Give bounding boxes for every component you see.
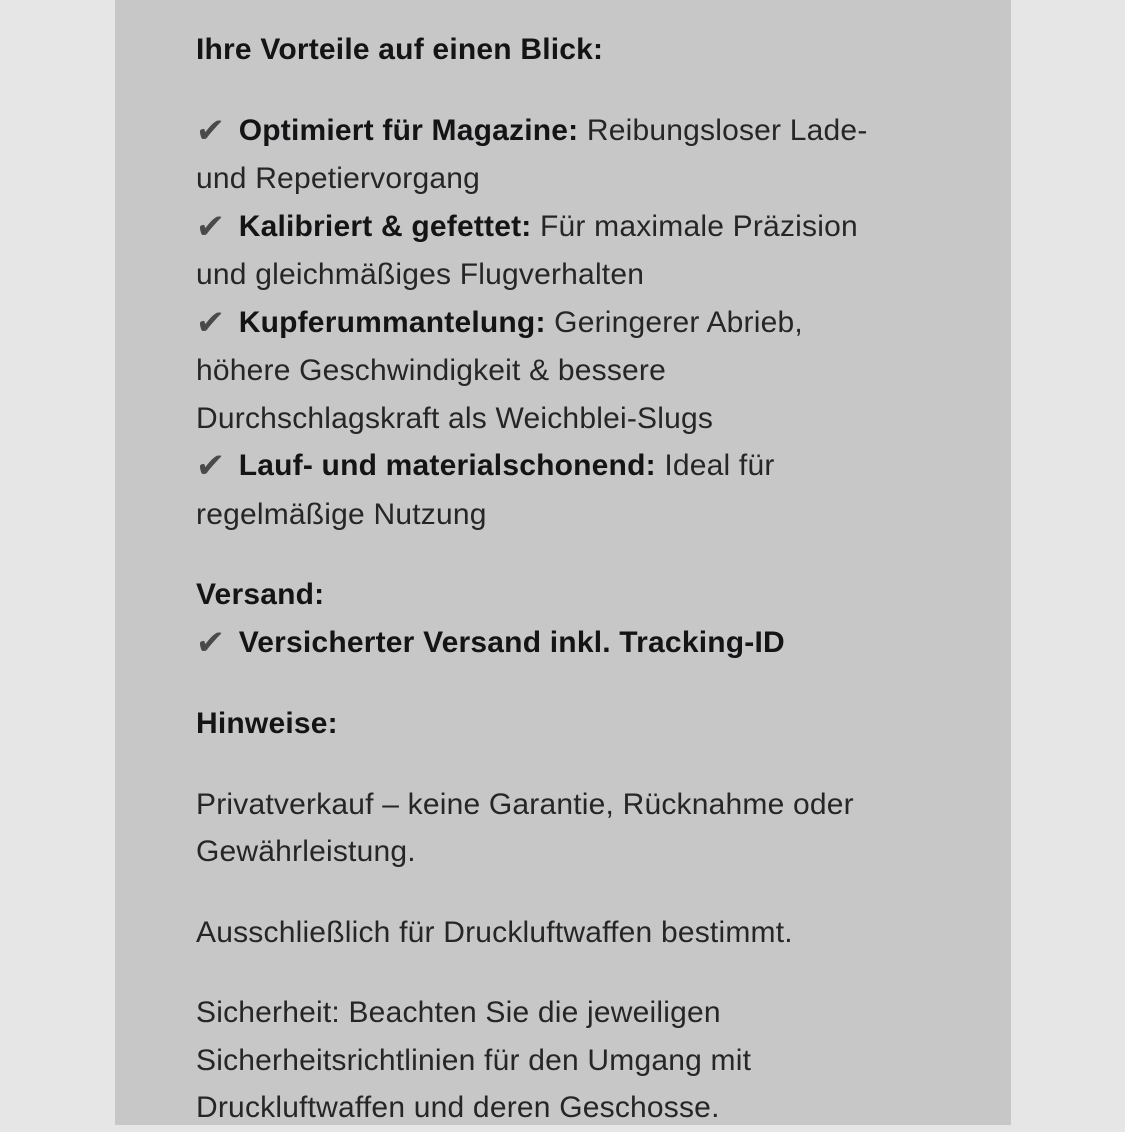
text-segment: und gleichmäßiges Flugverhalten — [196, 258, 645, 291]
checklist-line — [196, 442, 975, 491]
text-segment: Druckluftwaffen und deren Geschosse. — [196, 1091, 720, 1124]
text-line — [196, 700, 975, 748]
text-line — [196, 491, 975, 539]
text-line — [196, 1037, 975, 1085]
text-segment: Sicherheitsrichtlinien für den Umgang mit — [196, 1043, 752, 1077]
shipping-section — [196, 571, 975, 667]
text-line — [196, 1084, 975, 1132]
text-line — [196, 989, 975, 1037]
text-segment-bold: Ihre Vorteile auf einen Blick: — [196, 33, 604, 66]
text-segment-bold: Versand: — [196, 578, 325, 611]
private-sale-paragraph — [196, 781, 975, 876]
text-segment: Für maximale Präzision — [531, 209, 858, 243]
airgun-only-paragraph — [196, 909, 975, 957]
benefits-checklist — [196, 107, 975, 539]
text-segment: Sicherheit: Beachten Sie die jeweiligen — [196, 996, 721, 1029]
text-line — [196, 828, 975, 876]
text-segment: höhere Geschwindigkeit & bessere — [196, 354, 666, 387]
text-segment: Gewährleistung. — [196, 835, 416, 868]
text-line — [196, 155, 975, 203]
text-segment-bold: Versicherter Versand inkl. Tracking-ID — [238, 625, 785, 659]
checklist-line — [196, 619, 975, 668]
checkmark-icon: ✔ — [194, 206, 227, 247]
description-panel — [115, 0, 1011, 1125]
checkmark-icon: ✔ — [194, 446, 227, 486]
checkmark-icon: ✔ — [194, 622, 227, 663]
checklist-line — [196, 107, 975, 156]
safety-paragraph — [196, 989, 975, 1132]
text-line — [196, 395, 975, 443]
checklist-line — [196, 203, 975, 252]
benefits-heading — [196, 26, 975, 74]
text-line — [196, 26, 975, 74]
checklist-line — [196, 299, 975, 348]
text-segment-bold: Hinweise: — [196, 707, 338, 740]
text-segment-bold: Lauf- und materialschonend: — [238, 449, 656, 482]
text-segment-bold: Kalibriert & gefettet: — [238, 209, 532, 243]
text-segment-bold: Optimiert für Magazine: — [238, 113, 579, 147]
text-line — [196, 781, 975, 829]
text-segment-bold: Kupferummantelung: — [238, 305, 546, 339]
notices-heading — [196, 700, 975, 748]
text-segment: Durchschlagskraft als Weichblei-Slugs — [196, 401, 714, 435]
text-line — [196, 251, 975, 299]
text-segment: Reibungsloser Lade- — [578, 113, 868, 147]
text-segment: und Repetiervorgang — [196, 162, 480, 195]
description-text — [115, 0, 1011, 1132]
text-segment: Geringerer Abrieb, — [545, 305, 803, 339]
text-segment: regelmäßige Nutzung — [196, 497, 487, 531]
text-line — [196, 909, 975, 957]
text-segment: Privatverkauf – keine Garantie, Rücknahme oder — [196, 787, 854, 821]
text-segment: Ausschließlich für Druckluftwaffen bestimmt. — [196, 915, 793, 949]
checkmark-icon: ✔ — [194, 302, 227, 343]
text-line — [196, 347, 975, 395]
text-line — [196, 571, 975, 619]
checkmark-icon: ✔ — [194, 110, 227, 151]
text-segment: Ideal für — [655, 449, 775, 482]
